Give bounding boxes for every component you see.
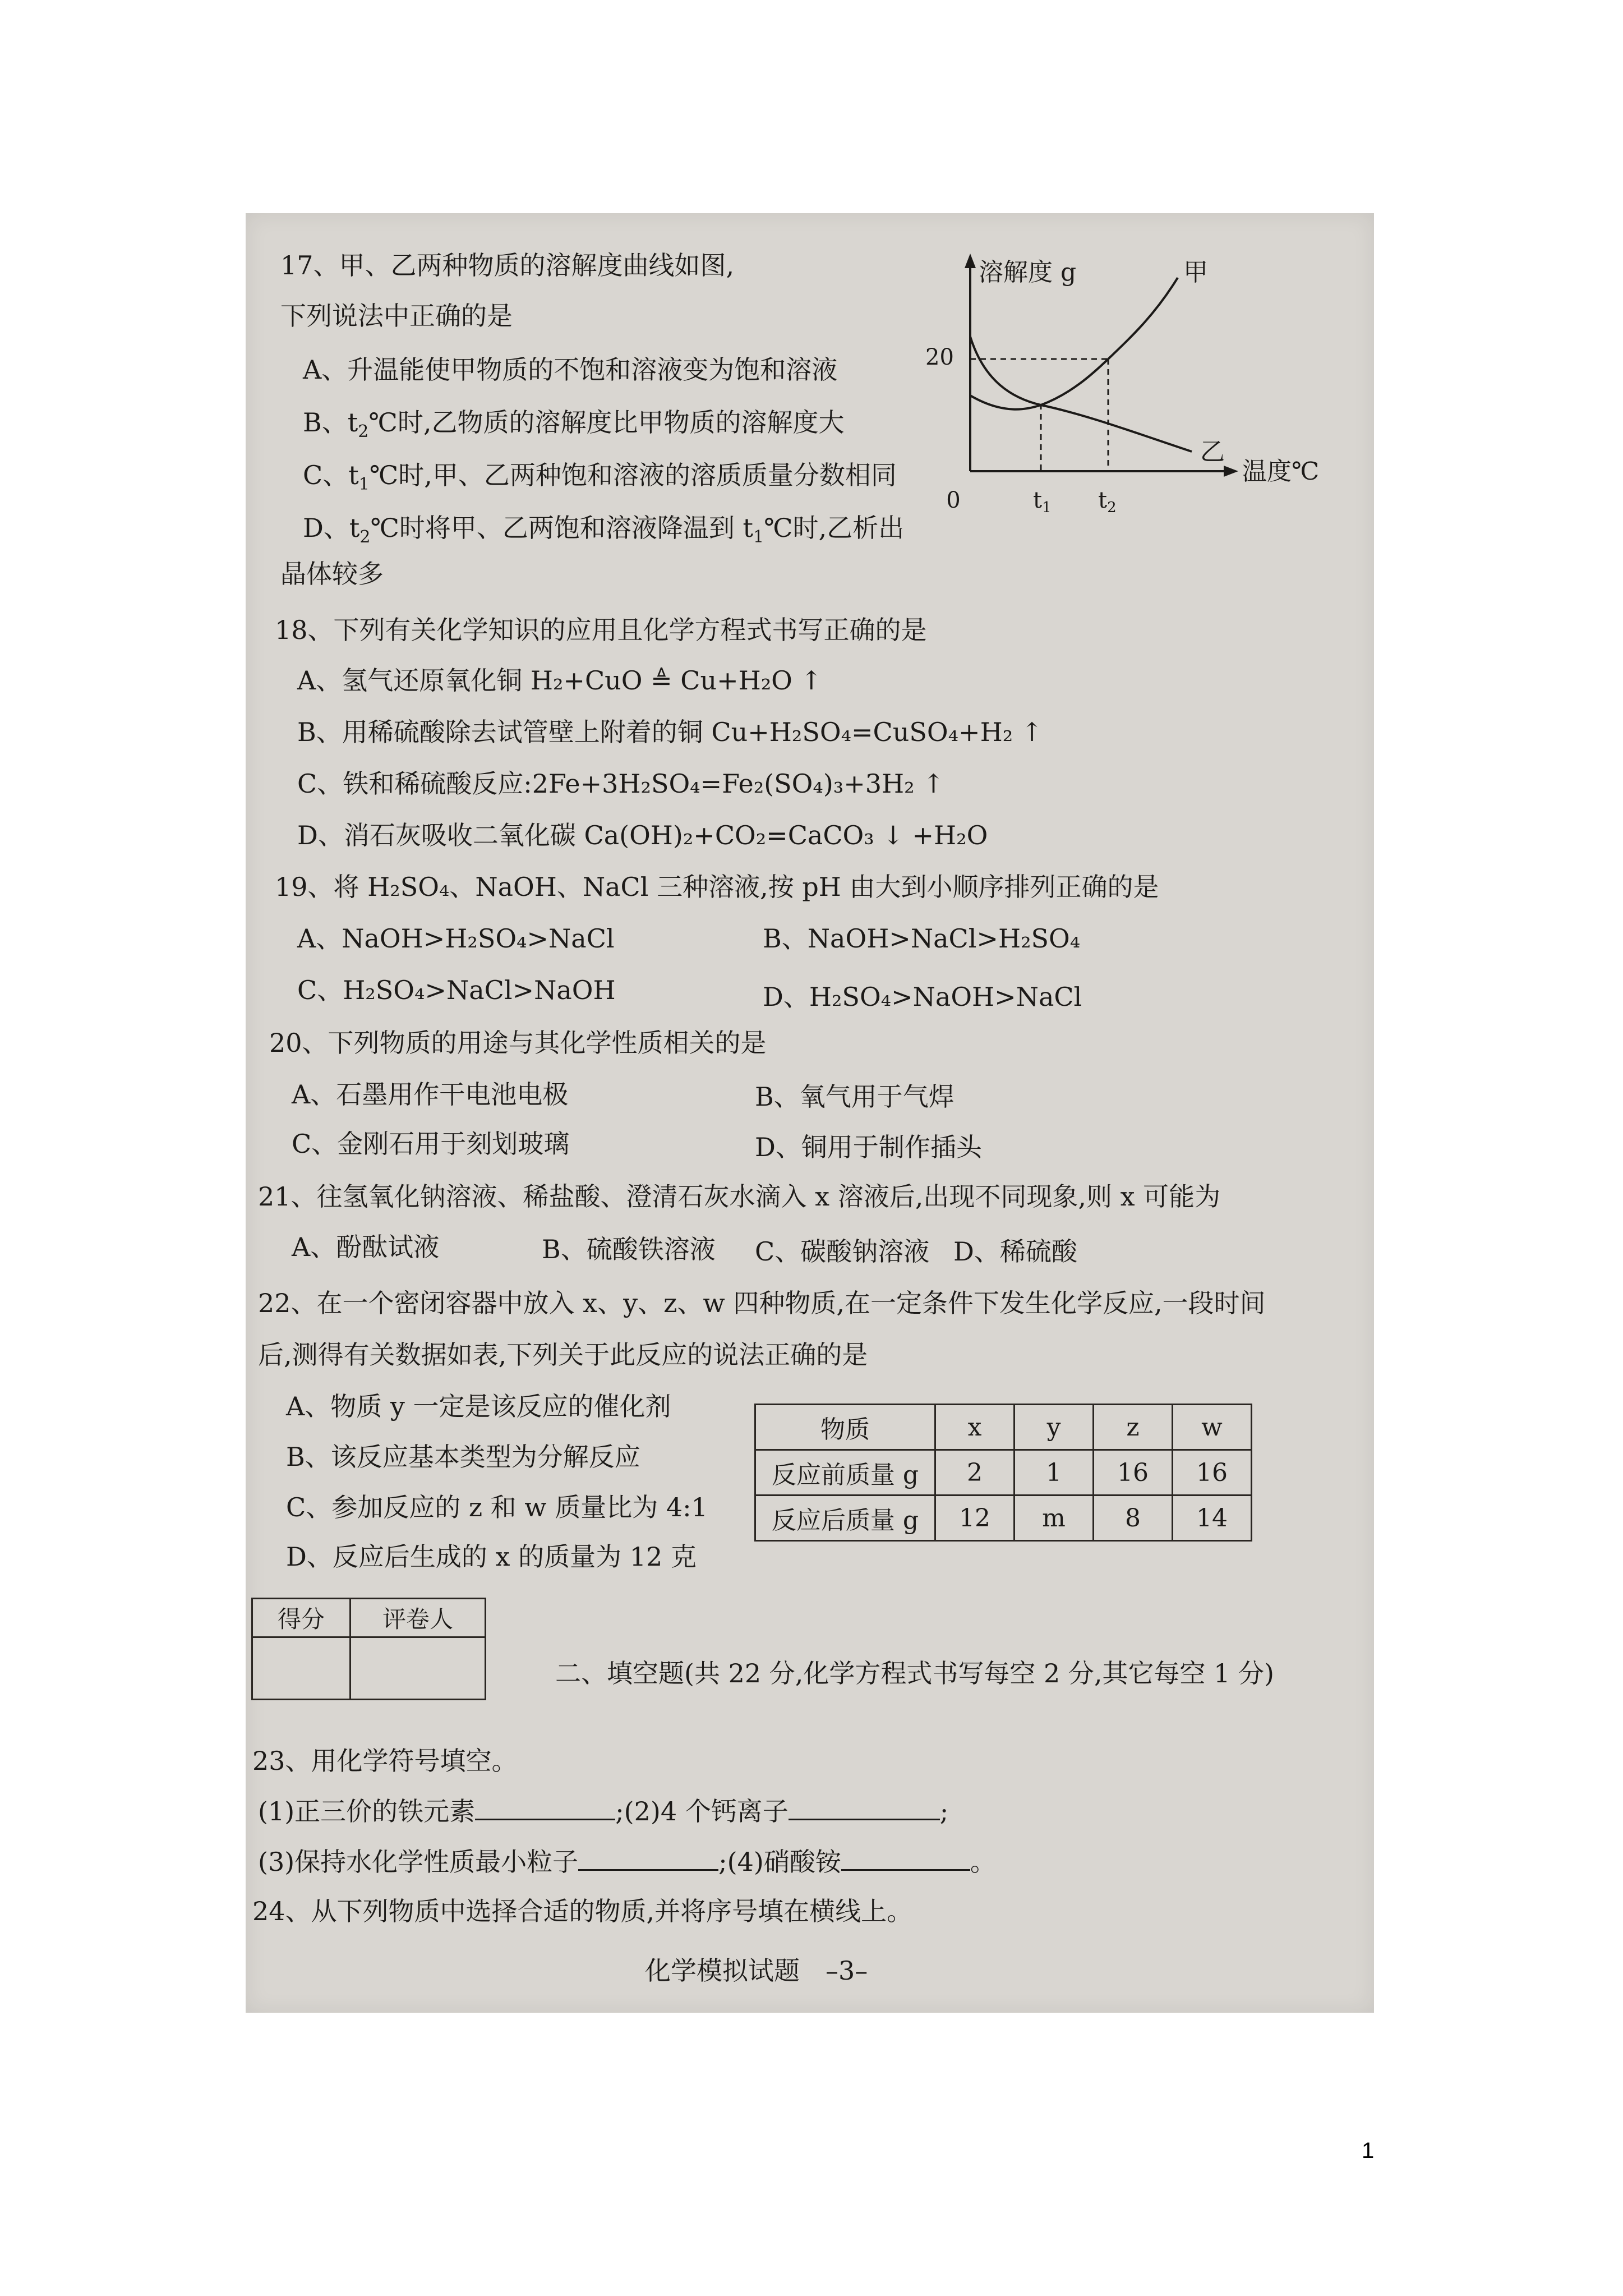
table-header-cell: x	[935, 1405, 1015, 1450]
q22-option-a: A、物质 y 一定是该反应的催化剂	[286, 1391, 671, 1421]
table-cell: 反应后质量 g	[755, 1496, 935, 1541]
q23-line1: (1)正三价的铁元素 ;(2)4 个钙离子 ;	[258, 1796, 949, 1826]
page-number: 1	[1362, 2138, 1375, 2163]
q20-option-d: D、铜用于制作插头	[755, 1132, 982, 1162]
table-header-row	[755, 1405, 1252, 1450]
q19-option-d: D、H₂SO₄>NaOH>NaCl	[763, 982, 1082, 1012]
q17-option-b: B、$t_2℃$时,乙物质的溶解度比甲物质的溶解度大	[303, 407, 845, 441]
table-cell: 16	[1173, 1450, 1252, 1496]
q22-option-c: C、参加反应的 z 和 w 质量比为 4:1	[286, 1492, 708, 1522]
series-yi-label: 乙	[1200, 438, 1225, 466]
grader-reviewer-label: 评卷人	[351, 1599, 486, 1637]
x-tick-t1-sub: 1	[1042, 499, 1052, 516]
page-footer: 化学模拟试题 –3–	[645, 1955, 868, 1986]
origin-label: 0	[946, 487, 961, 513]
table-cell: 16	[1094, 1450, 1173, 1496]
y-tick-20: 20	[925, 344, 954, 370]
q23-item4-label: ;(4)硝酸铵	[718, 1847, 841, 1877]
q22-stem-line2: 后,测得有关数据如表,下列关于此反应的说法正确的是	[258, 1340, 868, 1370]
q22-option-d: D、反应后生成的 x 的质量为 12 克	[286, 1542, 697, 1572]
x-tick-t1: $t_1$	[1033, 487, 1052, 516]
q23-item3-label: (3)保持水化学性质最小粒子	[258, 1847, 579, 1877]
q23-item1-label: (1)正三价的铁元素	[258, 1796, 476, 1826]
q19-option-c: C、H₂SO₄>NaCl>NaOH	[297, 975, 616, 1005]
table-cell: m	[1015, 1496, 1094, 1541]
q22-option-b: B、该反应基本类型为分解反应	[286, 1442, 640, 1472]
table-cell: 反应前质量 g	[755, 1450, 935, 1496]
grader-score-label: 得分	[252, 1599, 351, 1637]
q21-option-c: C、碳酸钠溶液	[755, 1236, 930, 1267]
q21-stem: 21、往氢氧化钠溶液、稀盐酸、澄清石灰水滴入 x 溶液后,出现不同现象,则 x 可能为	[258, 1181, 1221, 1212]
q17-option-d: D、$t_2℃$时将甲、乙两饱和溶液降温到 $t_1℃$时,乙析出	[303, 513, 905, 547]
table-cell: 12	[935, 1496, 1015, 1541]
q18-option-b: B、用稀硫酸除去试管壁上附着的铜 Cu+H₂SO₄=CuSO₄+H₂ ↑	[297, 717, 1043, 747]
q19-stem: 19、将 H₂SO₄、NaOH、NaCl 三种溶液,按 pH 由大到小顺序排列正确的是	[275, 872, 1159, 902]
q20-stem: 20、下列物质的用途与其化学性质相关的是	[269, 1028, 767, 1058]
q23-blank-4	[841, 1869, 970, 1871]
section-2-heading: 二、填空题(共 22 分,化学方程式书写每空 2 分,其它每空 1 分)	[555, 1658, 1274, 1688]
q24-stem: 24、从下列物质中选择合适的物质,并将序号填在横线上。	[252, 1896, 913, 1926]
grader-score-box	[251, 1598, 486, 1700]
table-header-cell: z	[1094, 1405, 1173, 1450]
grader-reviewer-cell	[351, 1637, 486, 1700]
q23-blank-1	[475, 1819, 615, 1820]
q17-stem-line1: 17、甲、乙两种物质的溶解度曲线如图,	[280, 250, 735, 280]
q21-option-a: A、酚酞试液	[292, 1232, 440, 1262]
q18-option-d: D、消石灰吸收二氧化碳 Ca(OH)₂+CO₂=CaCO₃ ↓ +H₂O	[297, 820, 988, 850]
x-tick-t2: $t_2$	[1098, 487, 1117, 516]
q23-item2-label: ;(2)4 个钙离子	[615, 1796, 789, 1826]
table-cell: 14	[1173, 1496, 1252, 1541]
table-row	[755, 1450, 1252, 1496]
x-axis-arrow	[1224, 466, 1238, 477]
reaction-data-table	[754, 1404, 1252, 1542]
q17-option-d-cont: 晶体较多	[280, 559, 384, 589]
q17-stem-line2: 下列说法中正确的是	[280, 301, 513, 331]
q20-option-b: B、氧气用于气焊	[755, 1082, 955, 1112]
q17-option-a: A、升温能使甲物质的不饱和溶液变为饱和溶液	[303, 355, 838, 385]
q23-blank-3	[578, 1869, 718, 1871]
table-cell: 8	[1094, 1496, 1173, 1541]
q23-blank-2	[789, 1819, 940, 1820]
q19-option-a: A、NaOH>H₂SO₄>NaCl	[297, 923, 615, 954]
q22-stem-line1: 22、在一个密闭容器中放入 x、y、z、w 四种物质,在一定条件下发生化学反应,一段时间	[258, 1288, 1266, 1318]
q19-option-b: B、NaOH>NaCl>H₂SO₄	[763, 923, 1081, 954]
q18-stem: 18、下列有关化学知识的应用且化学方程式书写正确的是	[275, 615, 927, 645]
table-header-cell: 物质	[755, 1405, 935, 1450]
y-axis-arrow	[965, 254, 976, 268]
table-header-cell: y	[1015, 1405, 1094, 1450]
q20-option-a: A、石墨用作干电池电极	[292, 1079, 569, 1110]
q21-option-d: D、稀硫酸	[953, 1236, 1077, 1267]
x-tick-t2-sub: 2	[1107, 499, 1117, 516]
table-row	[755, 1496, 1252, 1541]
solubility-chart	[886, 247, 1357, 516]
grader-score-cell	[252, 1637, 351, 1700]
series-jia-label: 甲	[1183, 258, 1208, 287]
q20-option-c: C、金刚石用于刻划玻璃	[292, 1129, 570, 1159]
q18-option-a: A、氢气还原氧化铜 H₂+CuO ≜ Cu+H₂O ↑	[297, 665, 823, 696]
q23-line2: (3)保持水化学性质最小粒子 ;(4)硝酸铵 。	[258, 1847, 996, 1877]
table-header-cell: w	[1173, 1405, 1252, 1450]
q18-option-c: C、铁和稀硫酸反应:2Fe+3H₂SO₄=Fe₂(SO₄)₃+3H₂ ↑	[297, 769, 944, 799]
series-jia-curve	[970, 278, 1178, 409]
q17-option-c: C、$t_1℃$时,甲、乙两种饱和溶液的溶质质量分数相同	[303, 460, 897, 494]
series-yi-curve	[970, 337, 1192, 452]
x-axis-label: 温度℃	[1242, 457, 1320, 486]
y-axis-label: 溶解度 g	[979, 258, 1077, 287]
table-cell: 2	[935, 1450, 1015, 1496]
table-cell: 1	[1015, 1450, 1094, 1496]
q23-stem: 23、用化学符号填空。	[252, 1746, 518, 1776]
q21-option-b: B、硫酸铁溶液	[542, 1234, 716, 1264]
